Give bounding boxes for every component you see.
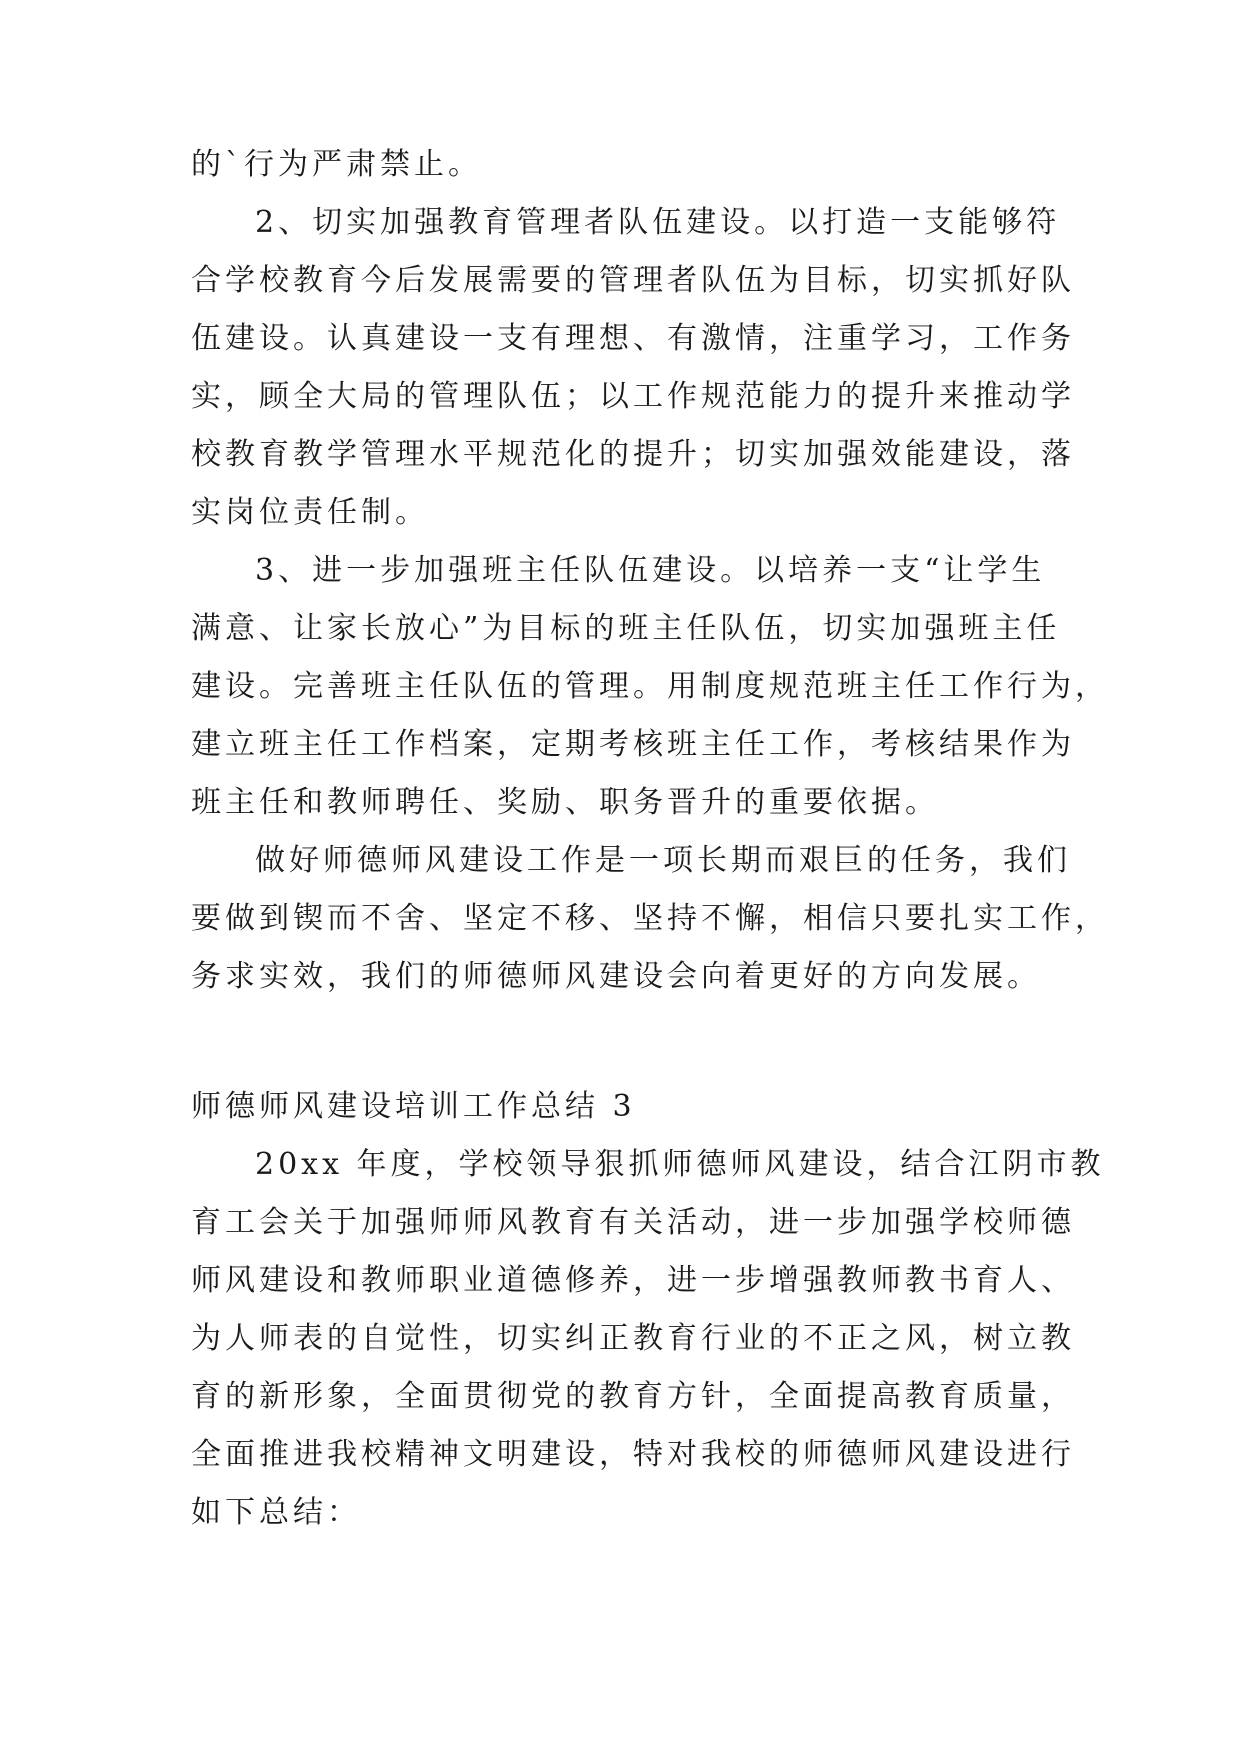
text-line: 师风建设和教师职业道德修养，进一步增强教师教书育人、 — [191, 1263, 1075, 1298]
text-line: 2、切实加强教育管理者队伍建设。以打造一支能够符 — [255, 205, 1061, 240]
paragraph-management-team — [191, 194, 1075, 542]
text-line: 如下总结： — [191, 1495, 361, 1530]
text-line: 满意、让家长放心”为目标的班主任队伍，切实加强班主任 — [191, 611, 1061, 646]
text-line: 做好师德师风建设工作是一项长期而艰巨的任务，我们 — [255, 843, 1071, 878]
continuation-paragraph — [191, 136, 1051, 194]
text-line: 建设。完善班主任队伍的管理。用制度规范班主任工作行为， — [191, 669, 1109, 704]
paragraph-head-teacher-team — [191, 542, 1109, 832]
text-line: 务求实效，我们的师德师风建设会向着更好的方向发展。 — [191, 959, 1041, 994]
text-line: 的`行为严肃禁止。 — [191, 147, 482, 182]
section-heading: 师德师风建设培训工作总结 3 — [191, 1089, 636, 1124]
text-line: 班主任和教师聘任、奖励、职务晋升的重要依据。 — [191, 785, 939, 820]
text-line: 实岗位责任制。 — [191, 495, 429, 530]
text-line: 3、进一步加强班主任队伍建设。以培养一支“让学生 — [255, 553, 1046, 588]
section-3 — [191, 1078, 1105, 1542]
text-line: 全面推进我校精神文明建设，特对我校的师德师风建设进行 — [191, 1437, 1075, 1472]
text-line: 合学校教育今后发展需要的管理者队伍为目标，切实抓好队 — [191, 263, 1075, 298]
text-body — [191, 136, 1109, 1006]
text-line: 育的新形象，全面贯彻党的教育方针，全面提高教育质量， — [191, 1379, 1075, 1414]
text-line: 20xx 年度，学校领导狠抓师德师风建设，结合江阴市教 — [255, 1147, 1105, 1182]
text-line: 伍建设。认真建设一支有理想、有激情，注重学习，工作务 — [191, 321, 1075, 356]
text-line: 校教育教学管理水平规范化的提升；切实加强效能建设，落 — [191, 437, 1075, 472]
paragraph-annual-summary — [191, 1136, 1105, 1542]
text-line: 要做到锲而不舍、坚定不移、坚持不懈，相信只要扎实工作， — [191, 901, 1109, 936]
text-line: 育工会关于加强师师风教育有关活动，进一步加强学校师德 — [191, 1205, 1075, 1240]
text-line: 为人师表的自觉性，切实纠正教育行业的不正之风，树立教 — [191, 1321, 1075, 1356]
paragraph-closing — [191, 832, 1109, 1006]
text-line: 实，顾全大局的管理队伍；以工作规范能力的提升来推动学 — [191, 379, 1075, 414]
text-line: 建立班主任工作档案，定期考核班主任工作，考核结果作为 — [191, 727, 1075, 762]
